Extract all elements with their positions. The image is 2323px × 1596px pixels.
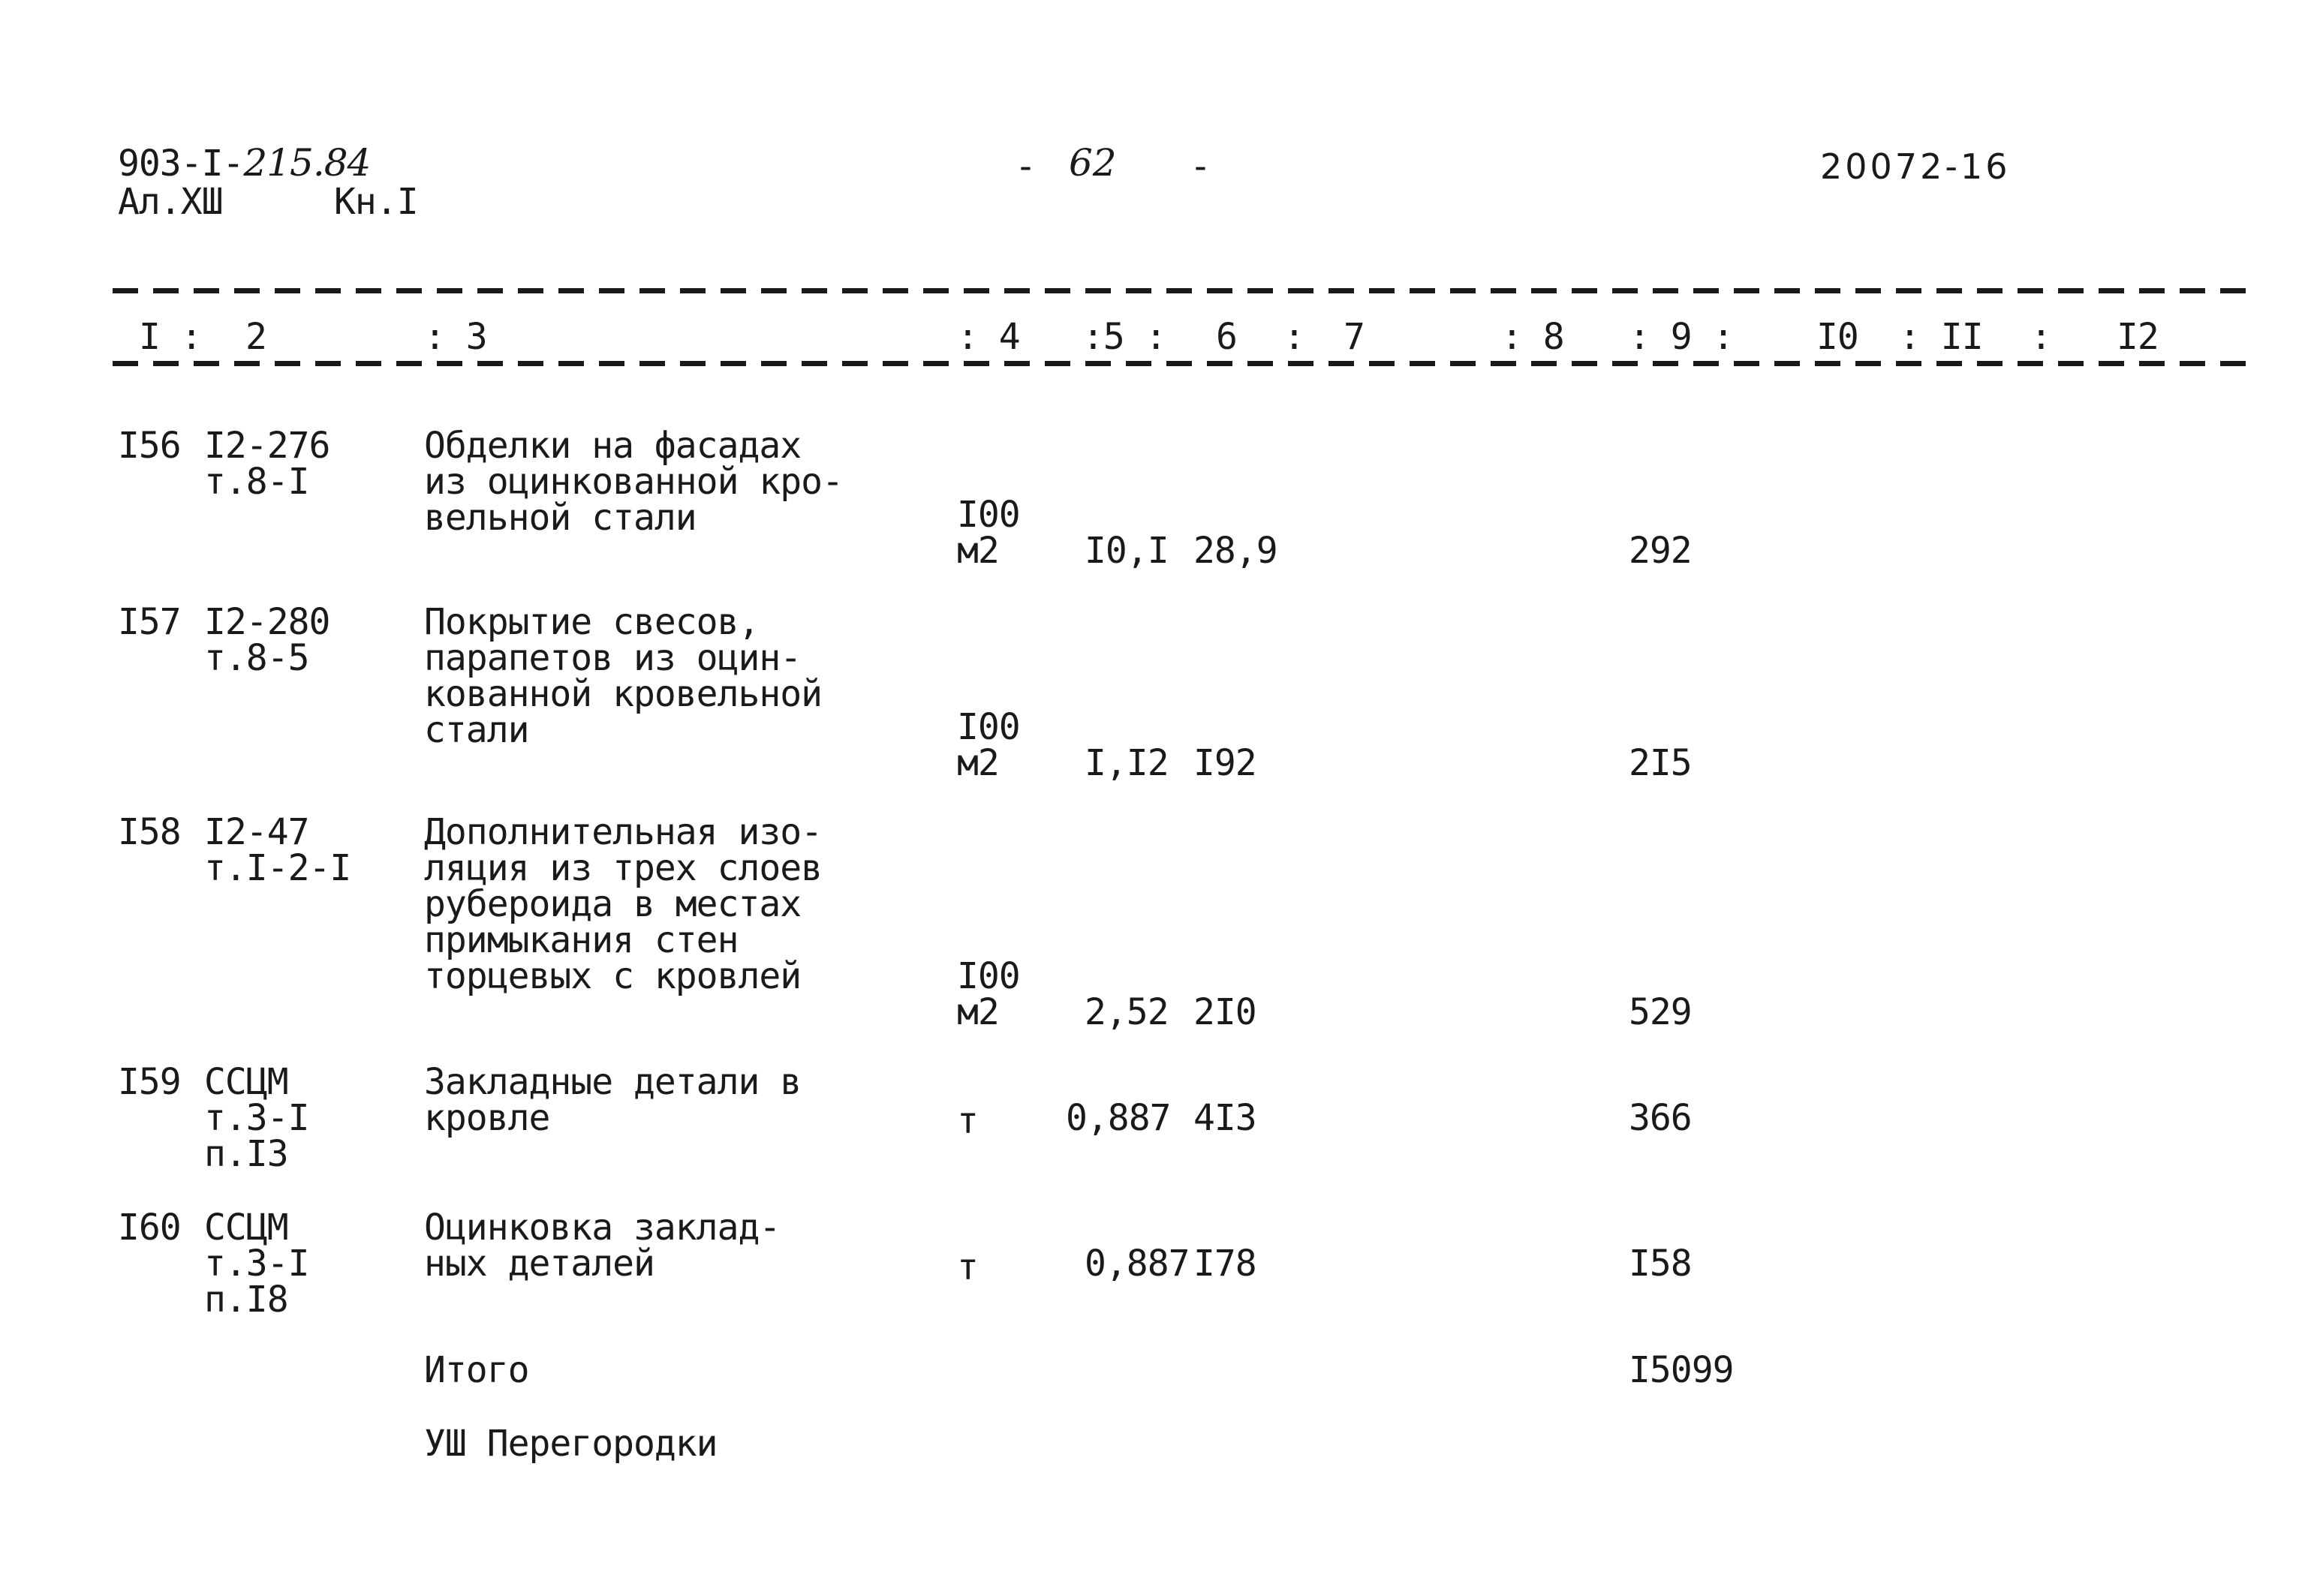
row-quantity: 0,887 <box>1066 1097 1171 1139</box>
row-description: стали <box>424 709 529 751</box>
row-description: кованной кровельной <box>424 673 823 715</box>
col-10: I0 <box>1816 316 1858 358</box>
row-total: 529 <box>1629 991 1692 1033</box>
header-rule-bottom <box>113 361 2252 366</box>
col-6: 6 <box>1216 316 1237 358</box>
row-total: 366 <box>1629 1097 1692 1139</box>
row-number: I58 <box>118 811 181 853</box>
album-label: Ал.XШ <box>118 181 223 223</box>
row-quantity: 2,52 <box>1085 991 1169 1033</box>
col-1: I : <box>139 316 202 358</box>
row-unit: т <box>957 1100 978 1142</box>
book-label: Кн.I <box>334 181 418 223</box>
archive-number: 20072-16 <box>1820 146 2011 187</box>
doc-code-prefix: 903-I- <box>118 143 244 185</box>
row-code: т.3-I <box>204 1097 309 1139</box>
row-number: I56 <box>118 425 181 467</box>
row-description: рубероида в местах <box>424 883 802 925</box>
row-description: Оцинковка заклад- <box>424 1207 781 1249</box>
row-code: т.3-I <box>204 1243 309 1285</box>
row-total: 292 <box>1629 530 1692 572</box>
row-total: I58 <box>1629 1243 1692 1285</box>
col-4: : 4 <box>957 316 1020 358</box>
row-description: ляция из трех слоев <box>424 847 823 889</box>
row-code: ССЦМ <box>204 1061 288 1103</box>
row-code: I2-47 <box>204 811 309 853</box>
row-description: Дополнительная изо- <box>424 811 823 853</box>
total-label: Итого <box>424 1349 529 1391</box>
col-9: : 9 : <box>1629 316 1734 358</box>
row-unit: I00 <box>957 706 1020 748</box>
row-number: I60 <box>118 1207 181 1249</box>
doc-code <box>118 141 371 185</box>
row-number: I57 <box>118 601 181 643</box>
col-11: : II <box>1899 316 1983 358</box>
row-code: ССЦМ <box>204 1207 288 1249</box>
row-price: I92 <box>1193 742 1256 784</box>
row-unit: I00 <box>957 955 1020 997</box>
row-description: ных деталей <box>424 1243 654 1285</box>
col-11-separator: : <box>2030 316 2051 358</box>
row-quantity: I,I2 <box>1085 742 1169 784</box>
page-dash-right: - <box>1190 146 1211 188</box>
row-description: Закладные детали в <box>424 1061 802 1103</box>
row-description: из оцинкованной кро- <box>424 461 843 503</box>
row-description: вельной стали <box>424 497 697 539</box>
col-6-separator: : <box>1283 316 1304 358</box>
header-rule-top <box>113 288 2252 293</box>
row-description: Покрытие свесов, <box>424 601 760 643</box>
total-value: I5099 <box>1629 1349 1734 1391</box>
row-unit: м2 <box>957 530 999 572</box>
row-description: Обделки на фасадах <box>424 425 802 467</box>
col-2: 2 <box>245 316 266 358</box>
col-7: 7 <box>1344 316 1365 358</box>
row-total: 2I5 <box>1629 742 1692 784</box>
row-price: 2I0 <box>1193 991 1256 1033</box>
row-description: парапетов из оцин- <box>424 637 802 679</box>
row-description: торцевых с кровлей <box>424 955 802 997</box>
row-description: примыкания стен <box>424 919 739 961</box>
section-title: УШ Перегородки <box>424 1423 718 1465</box>
row-price: I78 <box>1193 1243 1256 1285</box>
row-description: кровле <box>424 1097 550 1139</box>
page-dash-left: - <box>1015 146 1036 188</box>
row-code: т.8-I <box>204 461 309 503</box>
row-unit: I00 <box>957 494 1020 536</box>
col-3: : 3 <box>424 316 487 358</box>
row-code: I2-280 <box>204 601 330 643</box>
row-quantity: 0,887 <box>1085 1243 1190 1285</box>
row-code: п.I3 <box>204 1133 288 1175</box>
row-code: т.8-5 <box>204 637 309 679</box>
col-8: : 8 <box>1501 316 1564 358</box>
row-quantity: I0,I <box>1085 530 1169 572</box>
row-code: т.I-2-I <box>204 847 351 889</box>
row-unit: м2 <box>957 991 999 1033</box>
row-code: п.I8 <box>204 1279 288 1321</box>
row-unit: т <box>957 1246 978 1288</box>
row-unit: м2 <box>957 742 999 784</box>
row-code: I2-276 <box>204 425 330 467</box>
row-price: 28,9 <box>1193 530 1277 572</box>
col-5: :5 : <box>1082 316 1166 358</box>
doc-code-handwritten: 215.84 <box>243 141 371 185</box>
row-price: 4I3 <box>1193 1097 1256 1139</box>
row-number: I59 <box>118 1061 181 1103</box>
col-12: I2 <box>2117 316 2159 358</box>
page-number: 62 <box>1069 141 1117 185</box>
